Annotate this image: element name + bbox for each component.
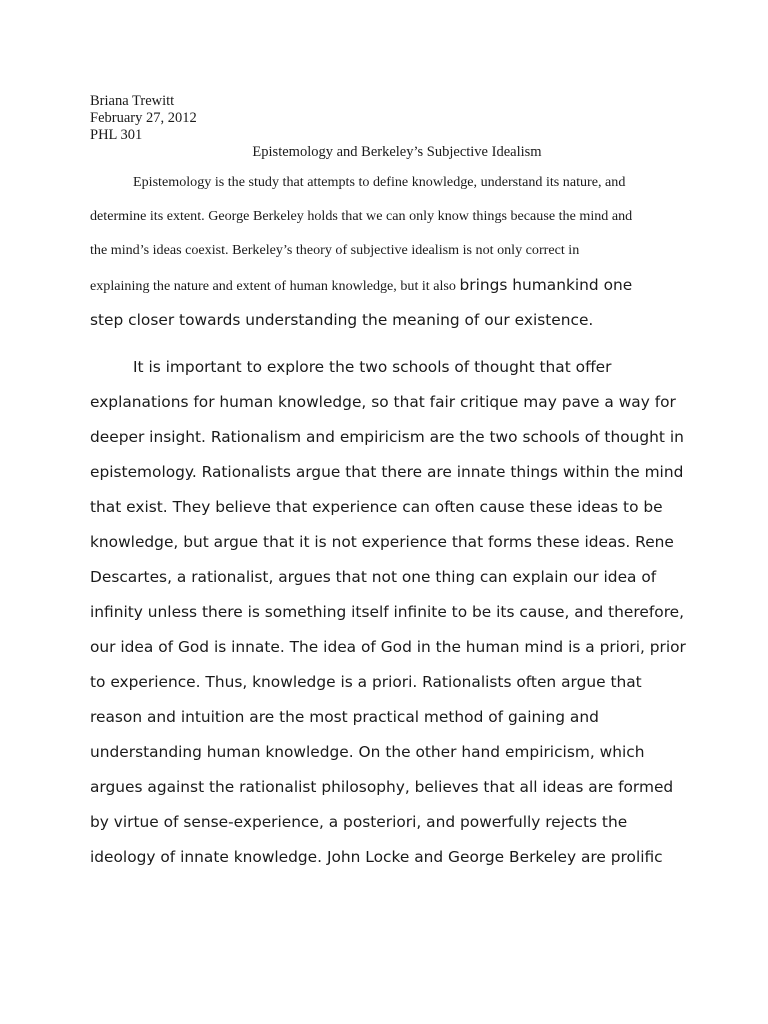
paragraph-2-line-3: deeper insight. Rationalism and empiricism are the two schools of thought in [90,428,684,446]
paragraph-2-line-13: argues against the rationalist philosophy, believes that all ideas are formed [90,778,674,796]
paragraph-2-line-15: ideology of innate knowledge. John Locke and George Berkeley are prolific [90,848,663,866]
paragraph-1-line-4 [90,275,632,295]
author-name: Briana Trewitt [90,93,175,109]
paragraph-1-line-3: the mind’s ideas coexist. Berkeley’s theory of subjective idealism is not only correct in [90,242,580,258]
paragraph-1-line-4-serif: explaining the nature and extent of human knowledge, but it also [90,278,460,294]
paragraph-2-line-9: our idea of God is innate. The idea of God in the human mind is a priori, prior [90,638,686,656]
paragraph-2-line-10: to experience. Thus, knowledge is a priori. Rationalists often argue that [90,673,642,691]
paragraph-2-line-5: that exist. They believe that experience can often cause these ideas to be [90,498,663,516]
paragraph-2-line-12: understanding human knowledge. On the other hand empiricism, which [90,743,645,761]
essay-title-text: Epistemology and Berkeley’s Subjective Idealism [252,144,542,160]
paragraph-1-line-4-sans: brings humankind one [459,276,633,294]
course-line: PHL 301 [90,127,143,143]
paragraph-2-line-2: explanations for human knowledge, so that fair critique may pave a way for [90,393,676,411]
date-line: February 27, 2012 [90,110,197,126]
paragraph-2-line-6: knowledge, but argue that it is not experience that forms these ideas. Rene [90,533,674,551]
paragraph-2-line-11: reason and intuition are the most practical method of gaining and [90,708,599,726]
paragraph-2-line-8: infinity unless there is something itself infinite to be its cause, and therefore, [90,603,685,621]
paragraph-2-line-1: It is important to explore the two schools of thought that offer [133,358,612,376]
essay-title [0,143,768,161]
paragraph-2-line-4: epistemology. Rationalists argue that there are innate things within the mind [90,463,684,481]
paragraph-1-line-2: determine its extent. George Berkeley holds that we can only know things because the mind and [90,208,633,224]
paragraph-2-line-14: by virtue of sense-experience, a posteriori, and powerfully rejects the [90,813,628,831]
paragraph-2-line-7: Descartes, a rationalist, argues that not one thing can explain our idea of [90,568,657,586]
paragraph-1-line-1: Epistemology is the study that attempts to define knowledge, understand its nature, and [133,174,626,190]
paragraph-1-line-5: step closer towards understanding the meaning of our existence. [90,311,594,329]
